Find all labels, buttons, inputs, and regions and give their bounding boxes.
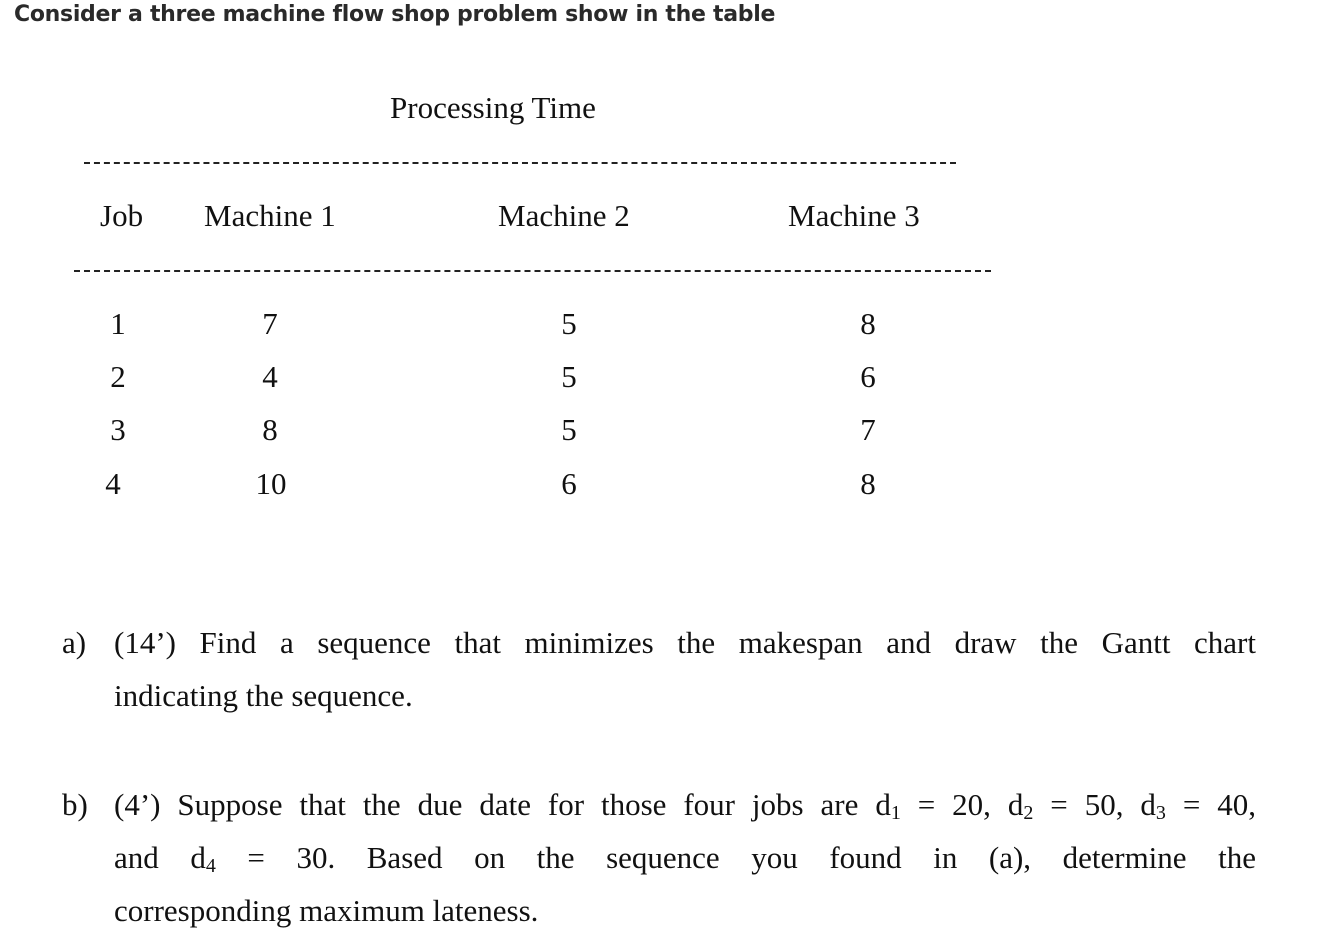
cell-machine-3: 8 [860,466,876,501]
cell-machine-1: 7 [262,306,278,341]
page-heading: Consider a three machine flow shop problem show in the table [14,2,776,27]
cell-machine-1: 4 [262,359,278,394]
due-date-value: = 20, d [900,787,1024,822]
cell-machine-2: 5 [561,412,577,447]
header-machine-2: Machine 2 [498,198,630,233]
cell-job: 4 [105,466,121,501]
cell-machine-2: 5 [561,359,577,394]
table-top-rule [84,162,956,164]
due-date-subscript: 3 [1155,802,1166,824]
due-date-subscript: 4 [205,855,216,877]
due-date-subscript: 2 [1023,802,1034,824]
question-b-line-2 [114,831,1256,884]
question-a-line-1: (14’) Find a sequence that minimizes the makespan and draw the Gantt chart [114,625,1256,660]
question-b-text: and d [114,840,206,875]
cell-machine-3: 7 [860,412,876,447]
table-title: Processing Time [390,90,596,125]
question-b-label: b) [62,787,88,822]
cell-machine-3: 6 [860,359,876,394]
cell-machine-1: 10 [255,466,287,501]
cell-machine-2: 6 [561,466,577,501]
table-header-rule [74,270,991,272]
cell-job: 3 [110,412,126,447]
due-date-subscript: 1 [890,802,901,824]
header-job: Job [100,198,144,233]
cell-job: 2 [110,359,126,394]
cell-machine-2: 5 [561,306,577,341]
question-b-line-3: corresponding maximum lateness. [114,893,539,928]
header-machine-3: Machine 3 [788,198,920,233]
question-b-line-1 [114,778,1256,831]
cell-machine-3: 8 [860,306,876,341]
question-b-text: = 30. Based on the sequence you found in (a), determine the [215,840,1256,875]
header-machine-1: Machine 1 [204,198,336,233]
cell-machine-1: 8 [262,412,278,447]
cell-job: 1 [110,306,126,341]
due-date-value: = 50, d [1033,787,1156,822]
question-a-label: a) [62,625,87,660]
due-date-value: = 40, [1165,787,1257,822]
question-a-line-2: indicating the sequence. [114,678,413,713]
question-b-text: (4’) Suppose that the due date for those four jobs are d [114,787,891,822]
